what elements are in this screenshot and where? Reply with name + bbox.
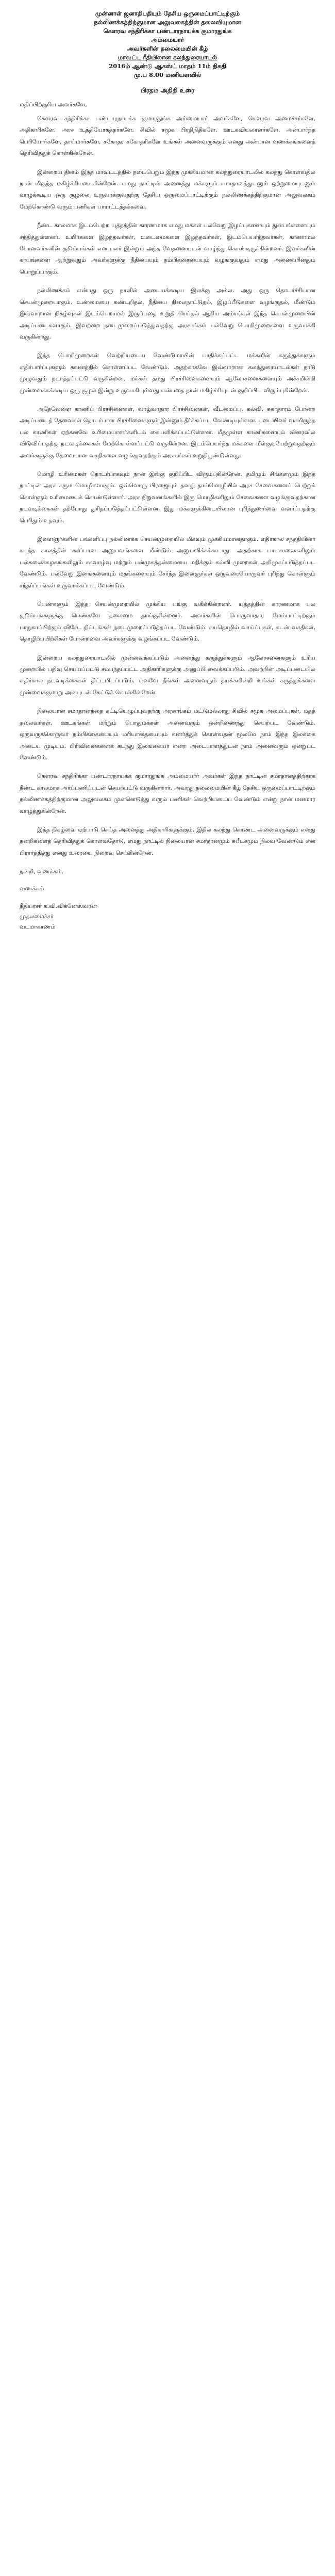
paragraph-4: நல்லிணக்கம் என்பது ஒரு நாளில் அடையக்கூடிய இலக்கு அல்ல. அது ஒரு தொடர்ச்சியான செயன்முறையாகும். உண்மையை கண்டறிதல், நீதியை நிலைநாட்டுதல், இழப்பீடுகளை வழங்குதல், மீண்டும் இவ்வாறான நிகழ்வுகள் இடம்பெறாமல் இருப்பதை உறுதி செய்தல் ஆகிய அம்சங்கள் இந்த செயன்முறையின் அடிப்படைகளாகும். இவற்றை நடைமுறைப்படுத்துவதற்கு அரசாங்கம் பல்வேறு பொறிமுறைகளை உருவாக்கி வருகின்றது. xyxy=(20,287,315,340)
paragraph-11: நிலையான சமாதானத்தை கட்டியெழுப்புவதற்கு அரசாங்கம் மட்டுமல்லாது சிவில் சமூக அமைப்புகள், மதத் தலைவர்கள், ஊடகங்கள் மற்றும் பொதுமக்கள் அனைவரும் ஒன்றிணைந்து செயற்பட வேண்டும். ஒருவருக்கொருவர் நம்பிக்கையையும் மரியாதையையும் வளர்த்துக் கொள்வதன் மூலமே நாம் இந்த இலக்கை அடைய முடியும். பிரிவினைகளைக் கடந்து இலங்கையர் என்ற அடையாளத்துடன் நாம் அனைவரும் ஒன்றுபட வேண்டும். xyxy=(20,708,315,761)
paragraph-13: இந்த நிகழ்வை ஏற்பாடு செய்த அனைத்து அதிகாரிகளுக்கும், இதில் கலந்து கொண்ட அனைவருக்கும் எனது நன்றிகளைத் தெரிவித்துக் கொள்வதோடு, எமது நாட்டில் நிலையான சமாதானமும் சுபீட்சமும் நிலவ வேண்டும் என பிரார்த்தித்து எனது உரையை நிறைவு செய்கின்றேன். xyxy=(20,826,315,856)
signature-name: நீதியரசர் க.வி.விக்னேஸ்வரன் xyxy=(20,903,97,910)
document-header xyxy=(20,9,315,79)
signature-title: முதலமைச்சர் xyxy=(20,913,54,920)
paragraph-1: கௌரவ சந்திரிக்கா பண்டாரநாயக்க குமாரதுங்க அம்மையார் அவர்களே, கௌரவ அமைச்சர்களே, அதிகாரிகளே, அரச உத்தியோகத்தர்களே, சிவில் சமூக பிரதிநிதிகளே, ஊடகவியலாளர்களே, அன்பார்ந்த பெரியோர்களே, தாய்மார்களே, சகோதர சகோதரிகளே உங்கள் அனைவருக்கும் எனது அன்பான வணக்கங்களைத் தெரிவித்துக் கொள்கின்றேன். xyxy=(20,115,315,157)
paragraph-9: பெண்களும் இந்த செயன்முறையில் முக்கிய பங்கு வகிக்கின்றனர். யுத்தத்தின் காரணமாக பல குடும்பங்களுக்கு பெண்களே தலைமை தாங்குகின்றனர். அவர்களின் பொருளாதார மேம்பாட்டிற்கும் பாதுகாப்பிற்கும் விசேட திட்டங்கள் நடைமுறைப்படுத்தப்பட வேண்டும். சுயதொழில் வாய்ப்புகள், கடன் வசதிகள், தொழிற்பயிற்சிகள் போன்றவை அவர்களுக்கு வழங்கப்பட வேண்டும். xyxy=(20,601,315,643)
header-line-1: முன்னாள் ஜனாதிபதியும் தேசிய ஒருமைப்பாட்டிற்கும் xyxy=(95,10,240,17)
header-line-4: அம்மையார் xyxy=(150,36,185,43)
paragraph-12: கௌரவ சந்திரிக்கா பண்டாரநாயக்க குமாரதுங்க அம்மையார் அவர்கள் இந்த நாட்டின் சமாதானத்திற்காக நீண்ட காலமாக அர்ப்பணிப்புடன் செயற்பட்டு வருகின்றார். அவரது தலைமையின் கீழ் தேசிய ஒருமைப்பாட்டிற்கும் நல்லிணக்கத்திற்குமான அலுவலகம் முன்னெடுத்து வரும் பணிகள் வெற்றியடைய வேண்டும் என்று நான் மனமார வாழ்த்துகின்றேன். xyxy=(20,773,315,814)
paragraph-6: அதேவேளை காணிப் பிரச்சினைகள், வாழ்வாதார பிரச்சினைகள், வீடமைப்பு, கல்வி, சுகாதாரம் போன்ற அடிப்படைத் தேவைகள் தொடர்பான பிரச்சினைகளும் இன்னும் தீர்க்கப்பட வேண்டியுள்ளன. படையினர் வசமிருந்த பல காணிகள் ஏற்கனவே உரிமையாளர்களிடம் கையளிக்கப்பட்டுள்ளன. மீதமுள்ள காணிகளையும் விரைவில் விடுவிப்பதற்கு நடவடிக்கைகள் மேற்கொள்ளப்பட்டு வருகின்றன. இடம்பெயர்ந்த மக்களை மீள்குடியேற்றுவதற்கும் அவர்களுக்கு தேவையான வசதிகளை வழங்குவதற்கும் அரசாங்கம் உறுதிபூண்டுள்ளது. xyxy=(20,405,315,459)
paragraph-2: இன்றைய தினம் இந்த மாவட்டத்தில் நடைபெறும் இந்த முக்கியமான கலந்துரையாடலில் கலந்து கொள்வதில் நான் மிகுந்த மகிழ்ச்சியடைகின்றேன். எமது நாட்டின் அனைத்து மக்களும் சமாதானத்துடனும் ஒற்றுமையுடனும் வாழக்கூடிய ஒரு சூழலை உருவாக்குவதற்கு தேசிய ஒருமைப்பாட்டிற்கும் நல்லிணக்கத்திற்குமான அலுவலகம் மேற்கொண்டு வரும் பணிகள் பாராட்டத்தக்கவை. xyxy=(20,168,315,210)
header-line-8: மு.ப 8.00 மணியளவில் xyxy=(133,71,202,78)
paragraph-10: இன்றைய கலந்துரையாடலில் முன்வைக்கப்படும் அனைத்து கருத்துக்களும் ஆலோசனைகளும் உரிய முறையில் பதிவு செய்யப்பட்டு சம்பந்தப்பட்ட அதிகாரிகளுக்கு அனுப்பி வைக்கப்படும். அவற்றின் அடிப்படையில் எதிர்கால நடவடிக்கைகள் திட்டமிடப்படும். எனவே நீங்கள் அனைவரும் தயக்கமின்றி உங்கள் கருத்துக்களை முன்வைக்குமாறு அன்புடன் கேட்டுக் கொள்கின்றேன். xyxy=(20,654,315,696)
header-line-7: 2016ம் ஆண்டு ஆகஸ்ட் மாதம் 11ம் திகதி xyxy=(109,62,226,70)
signoff: வணக்கம். xyxy=(20,885,46,892)
paragraph-5: இந்த பொறிமுறைகள் வெற்றியடைய வேண்டுமாயின் பாதிக்கப்பட்ட மக்களின் கருத்துக்களும் எதிர்பார்ப்புகளும் கவனத்தில் கொள்ளப்பட வேண்டும். அதற்காகவே இவ்வாறான கலந்துரையாடல்கள் நாடு முழுவதும் நடாத்தப்பட்டு வருகின்றன. மக்கள் தமது பிரச்சினைகளையும் ஆலோசனைகளையும் அச்சமின்றி முன்வைக்கக்கூடிய ஒரு சூழல் இன்று உருவாகியுள்ளது என்பதை நான் மகிழ்ச்சியுடன் குறிப்பிட விரும்புகின்றேன். xyxy=(20,352,315,394)
header-line-2: நல்லிணக்கத்திற்குமான அலுவலகத்தின் தலைவியுமான xyxy=(94,19,241,26)
speech-body xyxy=(20,113,315,859)
paragraph-3: நீண்ட காலமாக இடம்பெற்ற யுத்தத்தின் காரணமாக எமது மக்கள் பல்வேறு இழப்புகளையும் துன்பங்களையும் சந்தித்துள்ளனர். உயிர்களை இழந்தவர்கள், உடைமைகளை இழந்தவர்கள், இடம்பெயர்ந்தவர்கள், காணாமல் போனவர்களின் குடும்பங்கள் என பலர் இன்றும் அந்த வேதனையுடன் வாழ்ந்து கொண்டிருக்கின்றனர். இவர்களின் காயங்களை ஆற்றுவதும் அவர்களுக்கு நீதியையும் நம்பிக்கையையும் வழங்குவதும் எமது அனைவரினதும் பொறுப்பாகும். xyxy=(20,222,315,275)
paragraph-8: இளைஞர்களின் பங்களிப்பு நல்லிணக்க செயன்முறையில் மிகவும் முக்கியமானதாகும். எதிர்கால சந்ததியினர் கடந்த காலத்தின் கசப்பான அனுபவங்களை மீண்டும் அனுபவிக்கக்கூடாது. அதற்காக பாடசாலைகளிலும் பல்கலைக்கழகங்களிலும் சகவாழ்வு மற்றும் பன்முகத்தன்மையை மதிக்கும் கல்வி முறைகள் அறிமுகப்படுத்தப்பட வேண்டும். பல்வேறு இனங்களையும் மதங்களையும் சேர்ந்த இளைஞர்கள் ஒருவரையொருவர் புரிந்து கொள்ளும் சந்தர்ப்பங்கள் உருவாக்கப்பட வேண்டும். xyxy=(20,536,315,589)
closing-thanks: நன்றி, வணக்கம். xyxy=(20,868,64,875)
signature-province: வடமாகாணம் xyxy=(20,923,56,931)
signature-block xyxy=(20,901,315,932)
header-line-5: அவர்களின் தலைமையின் கீழ் xyxy=(127,45,208,52)
paragraph-7: மொழி உரிமைகள் தொடர்பாகவும் நான் இங்கு குறிப்பிட விரும்புகின்றேன். தமிழும் சிங்களமும் இந்த நாட்டின் அரச கரும மொழிகளாகும். ஒவ்வொரு பிரஜையும் தனது தாய்மொழியில் அரச சேவைகளைப் பெற்றுக் கொள்ளும் உரிமையைக் கொண்டுள்ளார். அரச நிறுவனங்களில் இரு மொழிகளிலும் சேவைகளை வழங்குவதற்கான நடவடிக்கைகள் தற்போது துரிதப்படுத்தப்பட்டுள்ளன. இது மக்களுக்கிடையிலான புரிந்துணர்வை வளர்ப்பதற்கு பெரிதும் உதவும். xyxy=(20,470,315,524)
salutation: மதிப்பிற்குரிய அவர்களே, xyxy=(20,101,87,108)
header-line-6: மாவட்ட ரீதியிலான கலந்துரையாடல் xyxy=(118,54,217,61)
header-line-3: கௌரவ சந்திரிக்கா பண்டாரநாயக்க குமாரதுங்க xyxy=(103,27,232,35)
speech-title: பிரதம அதிதி உரை xyxy=(140,87,195,94)
